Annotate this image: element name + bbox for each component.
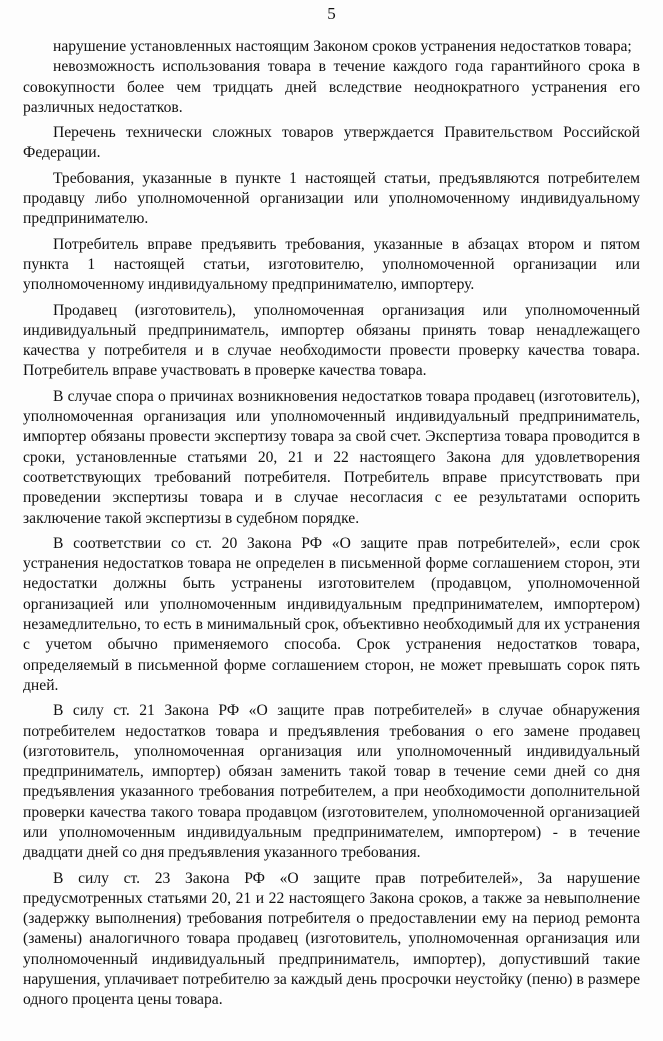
paragraph-article-23: В силу ст. 23 Закона РФ «О защите прав потребителей», За нарушение предусмотренных статьями 20, 21 и 22 настоящего Закона сроков, а также за невыполнение (задержку выполнения) требования потребителя о предоставлении ему на период ремонта (замены) аналогичного товара продавец (изготовитель, уполномоченная организация или уполномоченный индивидуальный предприниматель, импортер), допустивший такие нарушения, уплачивает потребителю за каждый день просрочки неустойку (пеню) в размере одного процента цены товара. xyxy=(23,869,640,1009)
paragraph-consumer-rights: Потребитель вправе предъявить требования, указанные в абзацах втором и пятом пункта 1 настоящей статьи, изготовителю, уполномоченной организации или уполномоченному индивидуальному предпринимателю, импортеру. xyxy=(23,235,640,294)
paragraph-complex-goods-list: Перечень технически сложных товаров утверждается Правительством Российской Федерации. xyxy=(23,124,640,162)
paragraph-dispute-expertise: В случае спора о причинах возникновения недостатков товара продавец (изготовитель), уполномоченная организация или уполномоченный индивидуальный предприниматель, импортер обязаны провести экспертизу товара за свой счет. Экспертиза товара проводится в сроки, установленные статьями 20, 21 и 22 настоящего Закона для удовлетворения соответствующих требований потребителя. Потребитель вправе присутствовать при проведении экспертизы товара и в случае несогласия с ее результатами оспорить заключение такой экспертизы в судебном порядке. xyxy=(23,387,640,527)
paragraph-requirements-presented: Требования, указанные в пункте 1 настоящей статьи, предъявляются потребителем продавцу либо уполномоченной организации или уполномоченному индивидуальному предпринимателю. xyxy=(23,169,640,228)
page-number: 5 xyxy=(327,4,336,23)
paragraph-usage-impossibility: невозможность использования товара в течение каждого года гарантийного срока в совокупности более чем тридцать дней вследствие неоднократного устранения его различных недостатков. xyxy=(23,58,640,116)
paragraph-deadline-violation: нарушение установленных настоящим Законом сроков устранения недостатков товара; xyxy=(53,38,632,55)
paragraph-seller-obligations: Продавец (изготовитель), уполномоченная организация или уполномоченный индивидуальный предприниматель, импортер обязаны принять товар ненадлежащего качества у потребителя и в случае необходимости провести проверку качества товара. Потребитель вправе участвовать в проверке качества товара. xyxy=(23,301,640,380)
body-text xyxy=(23,37,640,1011)
paragraph-article-20: В соответствии со ст. 20 Закона РФ «О защите прав потребителей», если срок устранения недостатков товара не определен в письменной форме соглашением сторон, эти недостатки должны быть устранены изготовителем (продавцом, уполномоченной организацией или уполномоченным индивидуальным предпринимателем, импортером) незамедлительно, то есть в минимальный срок, объективно необходимый для их устранения с учетом обычно применяемого способа. Срок устранения недостатков товара, определяемый в письменной форме соглашением сторон, не может превышать сорок пять дней. xyxy=(23,534,640,694)
paragraph-article-21: В силу ст. 21 Закона РФ «О защите прав потребителей» в случае обнаружения потребителем недостатков товара и предъявления требования о его замене продавец (изготовитель, уполномоченная организация или уполномоченный индивидуальный предприниматель, импортер) обязан заменить такой товар в течение семи дней со дня предъявления указанного требования потребителем, а при необходимости дополнительной проверки качества такого товара продавцом (изготовителем, уполномоченной организацией или уполномоченным индивидуальным предпринимателем, импортером) - в течение двадцати дней со дня предъявления указанного требования. xyxy=(23,702,640,862)
